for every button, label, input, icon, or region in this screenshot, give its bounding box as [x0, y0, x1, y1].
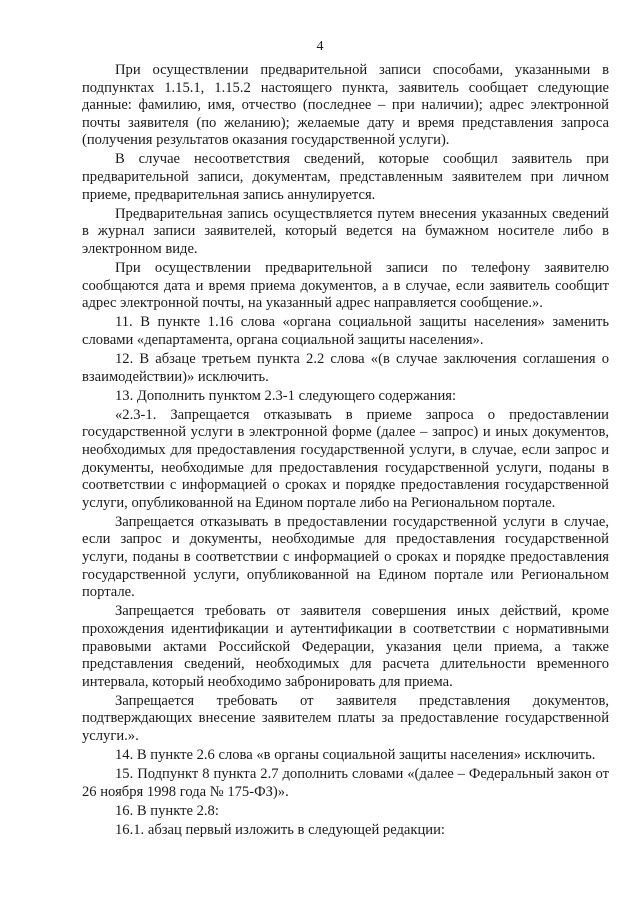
- paragraph: Запрещается требовать от заявителя совершения иных действий, кроме прохождения идентификации и аутентификации в соответствии с нормативными правовыми актами Российской Федерации, указания цели приема, а также представления сведений, необходимых для расчета длительности временного интервала, который необходимо забронировать для приема.: [82, 603, 609, 690]
- page-number: 4: [316, 39, 324, 54]
- paragraph: Запрещается отказывать в предоставлении государственной услуги в случае, если запрос и документы, необходимые для предоставления государственной услуги, поданы в соответствии с информацией о сроках и порядке предоставления государственной услуги, опубликованной на Едином портале или Региональном портале.: [82, 513, 609, 601]
- paragraph: 12. В абзаце третьем пункта 2.2 слова «(в случае заключения соглашения о взаимодействии)» исключить.: [82, 351, 609, 385]
- paragraph: В случае несоответствия сведений, которые сообщил заявитель при предварительной записи, документам, представленным заявителем при личном приеме, предварительная запись аннулируется.: [82, 151, 609, 203]
- paragraph: Запрещается требовать от заявителя представления документов, подтверждающих внесение заявителем платы за предоставление государственной услуги.».: [82, 692, 609, 744]
- paragraph: «2.3-1. Запрещается отказывать в приеме запроса о предоставлении государственной услуги в электронной форме (далее – запрос) и иных документов, необходимых для предоставления государственной услуги, в случае, если запрос и документы, необходимые для предоставления государственной услуги, поданы в соответствии с информацией о сроках и порядке предоставления государственной услуги, опубликованной на Едином портале либо на Региональном портале.: [82, 406, 609, 511]
- paragraph: 16. В пункте 2.8:: [115, 802, 219, 819]
- paragraph: 11. В пункте 1.16 слова «органа социальной защиты населения» заменить словами «департамента, органа социальной защиты населения».: [82, 314, 609, 348]
- paragraph: Предварительная запись осуществляется путем внесения указанных сведений в журнал записи заявителей, который ведется на бумажном носителе либо в электронном виде.: [82, 205, 609, 257]
- paragraph: 14. В пункте 2.6 слова «в органы социальной защиты населения» исключить.: [115, 747, 596, 764]
- paragraph: При осуществлении предварительной записи способами, указанными в подпунктах 1.15.1, 1.15.2 настоящего пункта, заявитель сообщает следующие данные: фамилию, имя, отчество (последнее – при наличии); адрес электронной почты заявителя (по желанию); желаемые дату и время представления запроса (получения результатов оказания государственной услуги).: [82, 62, 609, 149]
- paragraph: 13. Дополнить пунктом 2.3-1 следующего содержания:: [115, 387, 457, 404]
- paragraph: 15. Подпункт 8 пункта 2.7 дополнить словами «(далее – Федеральный закон от 26 ноября 1998 года № 175-ФЗ)».: [82, 766, 609, 800]
- paragraph: 16.1. абзац первый изложить в следующей редакции:: [115, 821, 445, 838]
- document-body: [82, 62, 609, 840]
- paragraph: При осуществлении предварительной записи по телефону заявителю сообщаются дата и время приема документов, а в случае, если заявитель сообщит адрес электронной почты, на указанный адрес направляется сообщение.».: [82, 260, 609, 312]
